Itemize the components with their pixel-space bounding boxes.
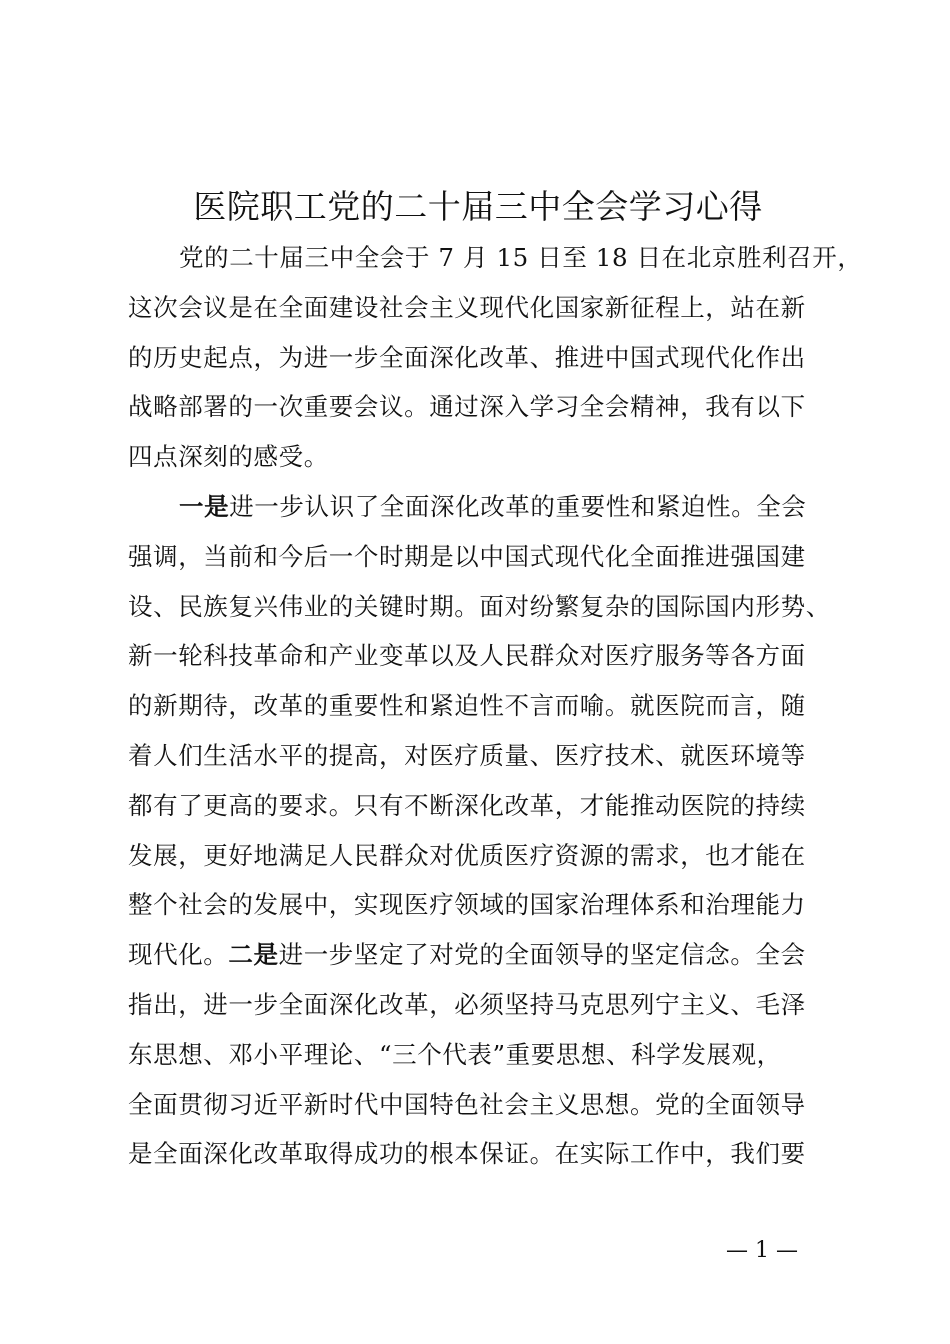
paragraph-line: 设、民族复兴伟业的关键时期。面对纷繁复杂的国际国内形势、 bbox=[128, 591, 831, 621]
paragraph-line: 这次会议是在全面建设社会主义现代化国家新征程上，站在新 bbox=[128, 292, 806, 322]
paragraph-line bbox=[128, 482, 840, 532]
document-body bbox=[128, 233, 863, 1179]
point-marker-two: 二是 bbox=[228, 940, 279, 970]
paragraph-line: 指出，进一步全面深化改革，必须坚持马克思列宁主义、毛泽 bbox=[128, 989, 806, 1019]
paragraph-text: 现代化。 bbox=[128, 940, 229, 970]
paragraph-line: 都有了更高的要求。只有不断深化改革，才能推动医院的持续 bbox=[128, 790, 806, 820]
paragraph-line bbox=[128, 930, 840, 980]
paragraph-line: 党的二十届三中全会于 7 月 15 日至 18 日在北京胜利召开， bbox=[179, 243, 863, 272]
document-title: 医院职工党的二十届三中全会学习心得 bbox=[193, 187, 763, 226]
paragraph-line: 整个社会的发展中，实现医疗领域的国家治理体系和治理能力 bbox=[128, 890, 806, 920]
paragraph-line: 东思想、邓小平理论、“三个代表”重要思想、科学发展观， bbox=[128, 1039, 782, 1069]
paragraph-line: 的历史起点，为进一步全面深化改革、推进中国式现代化作出 bbox=[128, 342, 806, 372]
point-marker-one: 一是 bbox=[179, 491, 230, 521]
paragraph-line: 新一轮科技革命和产业变革以及人民群众对医疗服务等各方面 bbox=[128, 641, 806, 671]
page-number: — 1 — bbox=[726, 1238, 798, 1263]
paragraph-line: 强调，当前和今后一个时期是以中国式现代化全面推进强国建 bbox=[128, 541, 806, 571]
paragraph-line: 全面贯彻习近平新时代中国特色社会主义思想。党的全面领导 bbox=[128, 1089, 806, 1119]
paragraph-text: 进一步坚定了对党的全面领导的坚定信念。全会 bbox=[278, 940, 806, 970]
paragraph-line: 的新期待，改革的重要性和紧迫性不言而喻。就医院而言，随 bbox=[128, 691, 806, 721]
paragraph-line: 发展，更好地满足人民群众对优质医疗资源的需求，也才能在 bbox=[128, 840, 806, 870]
paragraph-line: 着人们生活水平的提高，对医疗质量、医疗技术、就医环境等 bbox=[128, 740, 806, 770]
paragraph-line: 是全面深化改革取得成功的根本保证。在实际工作中，我们要 bbox=[128, 1139, 806, 1169]
paragraph-line: 四点深刻的感受。 bbox=[128, 442, 329, 472]
paragraph-line: 战略部署的一次重要会议。通过深入学习全会精神，我有以下 bbox=[128, 392, 806, 422]
paragraph-text: 进一步认识了全面深化改革的重要性和紧迫性。全会 bbox=[229, 491, 807, 521]
